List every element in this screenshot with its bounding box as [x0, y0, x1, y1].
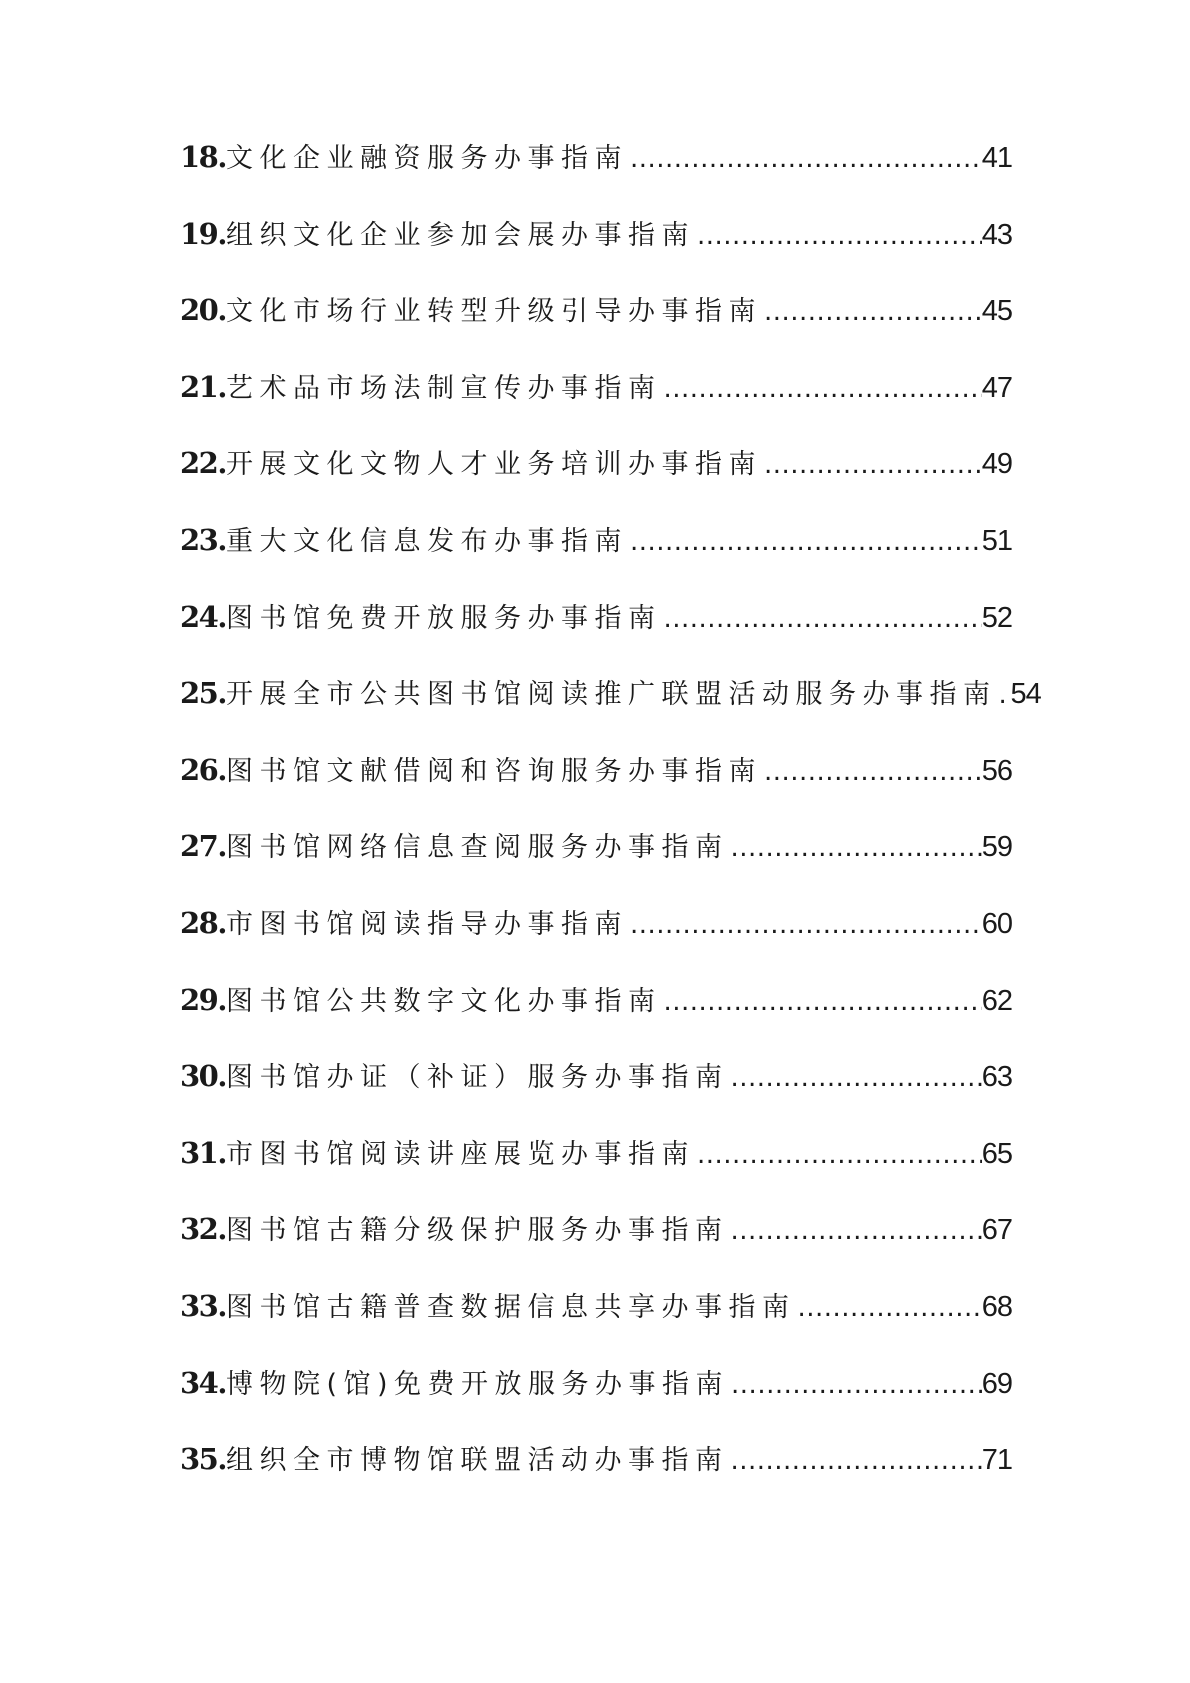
toc-entry-page: 45	[981, 295, 1012, 328]
toc-entry-page: 51	[981, 524, 1012, 557]
toc-entry[interactable]	[180, 213, 1012, 290]
toc-dot-leader	[728, 1063, 981, 1093]
toc-entry-title: 重大文化信息发布办事指南	[225, 525, 628, 557]
toc-entry-number: 18.	[180, 140, 226, 174]
toc-entry-page: 49	[981, 448, 1012, 481]
toc-entry-title: 图书馆网络信息查阅服务办事指南	[225, 832, 729, 864]
toc-entry-number: 34.	[180, 1365, 226, 1400]
toc-entry-number: 28.	[180, 905, 226, 940]
toc-entry-title: 图书馆办证（补证）服务办事指南	[225, 1062, 729, 1094]
toc-dot-leader	[762, 297, 982, 327]
toc-entry[interactable]	[180, 1132, 1012, 1209]
toc-entry-number: 20.	[180, 293, 226, 328]
toc-entry-page: 60	[981, 907, 1012, 940]
toc-entry-page: 43	[981, 218, 1012, 251]
toc-entry-number: 32.	[180, 1212, 226, 1247]
toc-entry-number: 30.	[180, 1059, 226, 1094]
toc-entry-page: 47	[981, 371, 1012, 404]
toc-dot-leader	[695, 1140, 982, 1170]
toc-entry[interactable]	[180, 1055, 1012, 1132]
toc-entry-page: 69	[981, 1367, 1012, 1400]
toc-entry-page: 67	[981, 1214, 1012, 1247]
toc-entry-title: 组织文化企业参加会展办事指南	[225, 219, 695, 251]
toc-entry-page: 41	[981, 142, 1012, 174]
toc-entry[interactable]	[180, 672, 1041, 749]
toc-entry-page: 71	[981, 1444, 1012, 1477]
toc-entry-title: 市图书馆阅读讲座展览办事指南	[225, 1138, 695, 1170]
toc-entry-number: 29.	[180, 982, 226, 1017]
toc-dot-leader	[795, 1293, 981, 1323]
toc-dot-leader	[661, 987, 981, 1017]
toc-entry-number: 35.	[180, 1442, 226, 1477]
toc-dot-leader	[628, 144, 982, 174]
toc-entry[interactable]	[180, 749, 1012, 826]
toc-dot-leader	[762, 757, 982, 787]
toc-entry-page: 56	[981, 754, 1012, 787]
toc-entry-title: 博物院(馆)免费开放服务办事指南	[225, 1368, 730, 1400]
toc-dot-leader	[628, 910, 982, 940]
toc-entry[interactable]	[180, 1285, 1012, 1362]
toc-entry-title: 组织全市博物馆联盟活动办事指南	[225, 1445, 729, 1477]
toc-entry-number: 26.	[180, 752, 226, 787]
toc-entry-title: 图书馆古籍普查数据信息共享办事指南	[225, 1291, 796, 1323]
toc-entry-title: 艺术品市场法制宣传办事指南	[225, 372, 662, 404]
toc-entry[interactable]	[180, 366, 1012, 443]
toc-dot-leader	[996, 680, 1010, 710]
toc-entry-title: 图书馆公共数字文化办事指南	[225, 985, 662, 1017]
toc-entry-title: 开展全市公共图书馆阅读推广联盟活动服务办事指南	[225, 679, 997, 711]
toc-entry-number: 24.	[180, 599, 226, 634]
toc-entry[interactable]	[180, 442, 1012, 519]
toc-entry[interactable]	[180, 596, 1012, 673]
toc-entry-title: 市图书馆阅读指导办事指南	[225, 908, 628, 940]
toc-entry[interactable]	[180, 1438, 1012, 1515]
toc-entry-title: 图书馆古籍分级保护服务办事指南	[225, 1215, 729, 1247]
toc-dot-leader	[661, 604, 981, 634]
toc-dot-leader	[728, 1216, 981, 1246]
toc-entry-title: 图书馆文献借阅和咨询服务办事指南	[225, 755, 762, 787]
toc-entry-number: 22.	[180, 446, 226, 481]
toc-entry-title: 开展文化文物人才业务培训办事指南	[225, 449, 762, 481]
table-of-contents	[180, 136, 1041, 1515]
toc-entry[interactable]	[180, 289, 1012, 366]
toc-entry-number: 23.	[180, 522, 226, 557]
toc-entry-page: 54	[1010, 678, 1041, 711]
toc-entry[interactable]	[180, 825, 1012, 902]
toc-entry-page: 65	[981, 1137, 1012, 1170]
toc-entry-page: 68	[981, 1290, 1012, 1323]
toc-dot-leader	[628, 527, 982, 557]
toc-dot-leader	[661, 374, 981, 404]
toc-entry-number: 21.	[180, 369, 226, 404]
toc-entry-number: 31.	[180, 1135, 226, 1170]
toc-entry-page: 62	[981, 984, 1012, 1017]
toc-entry-number: 25.	[180, 676, 226, 711]
toc-entry-number: 19.	[180, 216, 226, 251]
toc-entry-title: 文化企业融资服务办事指南	[225, 143, 628, 174]
toc-entry[interactable]	[180, 1208, 1012, 1285]
toc-entry-number: 27.	[180, 829, 226, 864]
toc-entry[interactable]	[180, 979, 1012, 1056]
toc-entry-page: 59	[981, 831, 1012, 864]
toc-entry[interactable]	[180, 136, 1012, 213]
toc-dot-leader	[729, 1370, 982, 1400]
toc-entry-page: 63	[981, 1061, 1012, 1094]
toc-entry[interactable]	[180, 902, 1012, 979]
toc-entry-page: 52	[981, 601, 1012, 634]
toc-dot-leader	[728, 1446, 981, 1476]
toc-entry-number: 33.	[180, 1288, 226, 1323]
toc-dot-leader	[762, 450, 982, 480]
toc-entry[interactable]	[180, 1362, 1012, 1439]
toc-entry-title: 文化市场行业转型升级引导办事指南	[225, 296, 762, 328]
toc-entry[interactable]	[180, 519, 1012, 596]
toc-dot-leader	[695, 221, 982, 251]
toc-entry-title: 图书馆免费开放服务办事指南	[225, 602, 662, 634]
toc-dot-leader	[728, 833, 981, 863]
